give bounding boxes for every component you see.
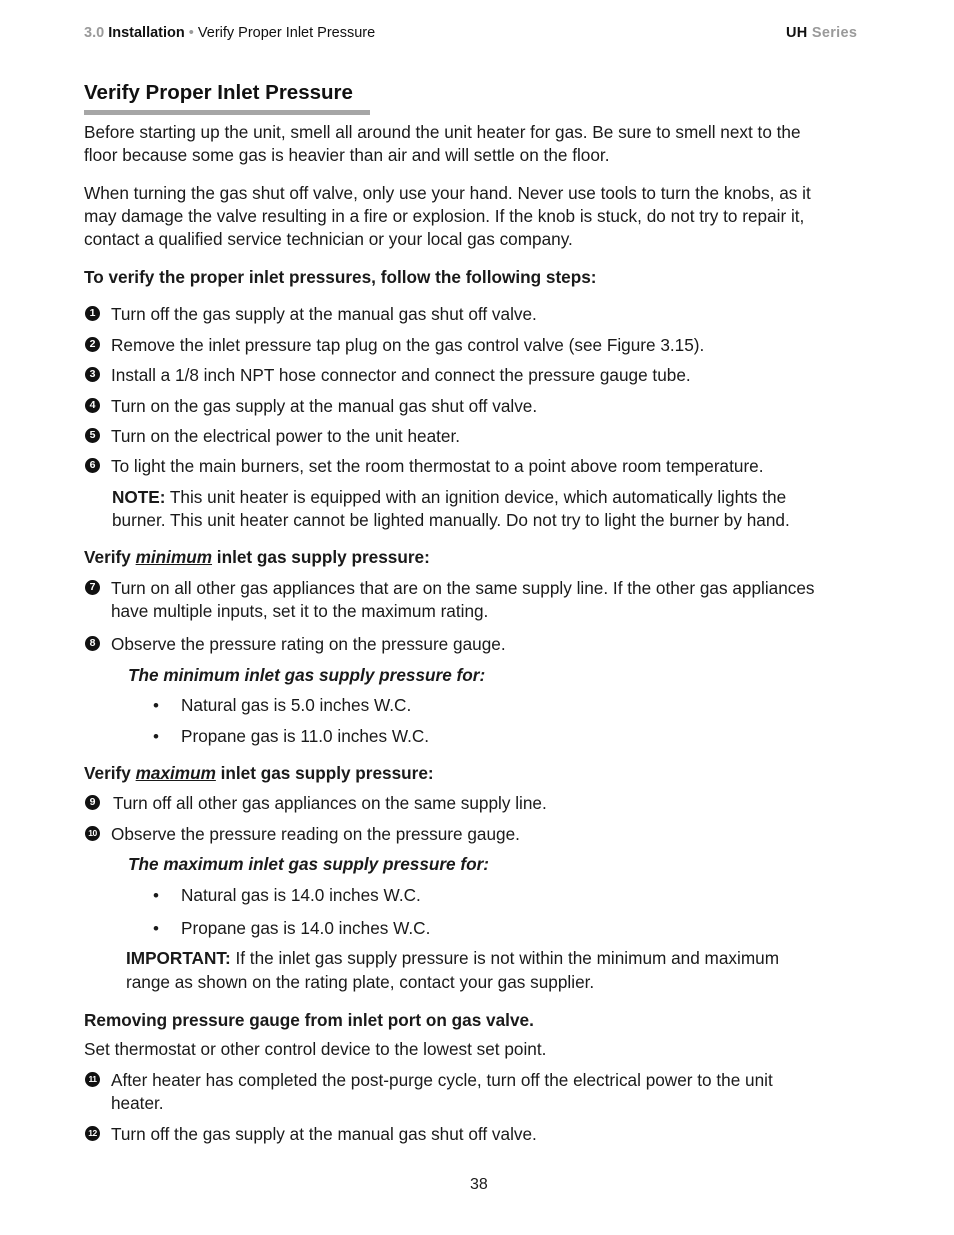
step-text: Turn on all other gas appliances that are on the same supply line. If the other gas appliances: [111, 578, 815, 598]
step-text: Observe the pressure reading on the pressure gauge.: [111, 824, 520, 844]
important-label: IMPORTANT:: [126, 948, 231, 968]
header-separator: •: [188, 25, 194, 41]
step-text: have multiple inputs, set it to the maximum rating.: [111, 601, 489, 621]
remove-text: Set thermostat or other control device to the lowest set point.: [84, 1039, 547, 1059]
bullet-text: Natural gas is 5.0 inches W.C.: [181, 695, 412, 715]
brand-model: UH: [786, 25, 808, 41]
paragraph-line: may damage the valve resulting in a fire or explosion. If the knob is stuck, do not try to repair it,: [84, 206, 805, 226]
important-line: range as shown on the rating plate, contact your gas supplier.: [126, 972, 595, 992]
step-number-badge: 10: [85, 826, 100, 841]
max-heading: Verify maximum inlet gas supply pressure:: [84, 763, 434, 783]
bullet-text: Natural gas is 14.0 inches W.C.: [181, 885, 421, 905]
step-text: Install a 1/8 inch NPT hose connector and connect the pressure gauge tube.: [111, 365, 691, 385]
steps-heading: To verify the proper inlet pressures, follow the following steps:: [84, 267, 597, 287]
step-number-badge: 4: [85, 398, 100, 413]
step-number-badge: 9: [85, 795, 100, 810]
section-name: Installation: [108, 25, 185, 41]
step-number-badge: 2: [85, 337, 100, 352]
section-topic: Verify Proper Inlet Pressure: [197, 25, 376, 41]
important-line: IMPORTANT: If the inlet gas supply pressure is not within the minimum and maximum: [126, 948, 780, 968]
step-text: heater.: [111, 1093, 164, 1113]
brand-series: Series: [811, 25, 858, 41]
step-number-badge: 7: [85, 580, 100, 595]
bullet-text: Propane gas is 14.0 inches W.C.: [181, 918, 431, 938]
step-text: Turn on the electrical power to the unit heater.: [111, 426, 461, 446]
step-text: Turn off all other gas appliances on the same supply line.: [113, 793, 547, 813]
step-number-badge: 8: [85, 636, 100, 651]
step-text: To light the main burners, set the room thermostat to a point above room temperature.: [111, 456, 764, 476]
section-number: 3.0: [84, 25, 105, 41]
paragraph-line: Before starting up the unit, smell all around the unit heater for gas. Be sure to smell next to the: [84, 122, 801, 142]
paragraph-line: contact a qualified service technician or your local gas company.: [84, 229, 573, 249]
paragraph-line: When turning the gas shut off valve, only use your hand. Never use tools to turn the knobs, as it: [84, 183, 811, 203]
remove-heading: Removing pressure gauge from inlet port on gas valve.: [84, 1010, 534, 1030]
step-number-badge: 5: [85, 428, 100, 443]
title-underline: [84, 110, 370, 115]
step-text: Turn off the gas supply at the manual gas shut off valve.: [111, 304, 537, 324]
bullet-dot: •: [153, 886, 159, 905]
step-text: After heater has completed the post-purge cycle, turn off the electrical power to the unit: [111, 1070, 773, 1090]
bullet-text: Propane gas is 11.0 inches W.C.: [181, 726, 430, 746]
page-title: Verify Proper Inlet Pressure: [84, 81, 353, 104]
step-text: Observe the pressure rating on the pressure gauge.: [111, 634, 506, 654]
max-subheading: The maximum inlet gas supply pressure for:: [128, 854, 490, 874]
step-text: Remove the inlet pressure tap plug on the gas control valve (see Figure 3.15).: [111, 335, 705, 355]
step-number-badge: 12: [85, 1126, 100, 1141]
step-text: Turn off the gas supply at the manual gas shut off valve.: [111, 1124, 537, 1144]
min-emphasis: minimum: [135, 547, 213, 567]
step-number-badge: 6: [85, 458, 100, 473]
bullet-dot: •: [153, 696, 159, 715]
step-text: Turn on the gas supply at the manual gas shut off valve.: [111, 396, 538, 416]
bullet-dot: •: [153, 919, 159, 938]
min-subheading: The minimum inlet gas supply pressure for:: [128, 665, 486, 685]
paragraph-line: floor because some gas is heavier than air and will settle on the floor.: [84, 145, 610, 165]
bullet-dot: •: [153, 727, 159, 746]
note-label: NOTE:: [112, 487, 166, 507]
step-number-badge: 3: [85, 367, 100, 382]
page-number: 38: [470, 1176, 488, 1193]
min-heading: Verify minimum inlet gas supply pressure:: [84, 547, 430, 567]
note-line: NOTE: This unit heater is equipped with an ignition device, which automatically lights the: [112, 487, 787, 507]
max-emphasis: maximum: [135, 763, 216, 783]
step-number-badge: 1: [85, 306, 100, 321]
running-header-left: [84, 25, 375, 41]
step-number-badge: 11: [85, 1072, 100, 1087]
running-header-right: [786, 25, 857, 41]
note-line: burner. This unit heater cannot be lighted manually. Do not try to light the burner by hand.: [112, 510, 790, 530]
